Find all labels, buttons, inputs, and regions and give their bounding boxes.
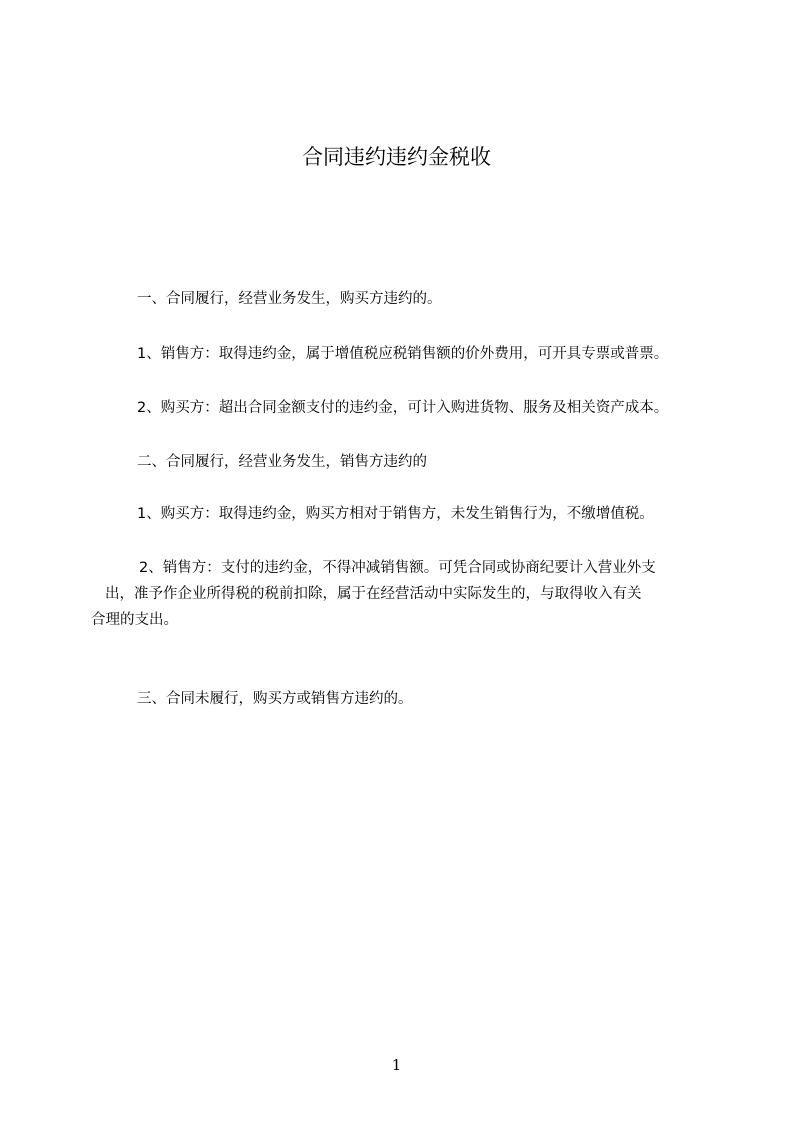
section-two-item-2-line-2: 出，准予作企业所得税的税前扣除，属于在经营活动中实际发生的，与取得收入有关 — [105, 586, 642, 602]
section-one-item-2: 2、购买方：超出合同金额支付的违约金，可计入购进货物、服务及相关资产成本。 — [137, 400, 669, 416]
section-two-item-2-line-3: 合理的支出。 — [91, 612, 178, 628]
section-one-heading: 一、合同履行，经营业务发生，购买方违约的。 — [137, 291, 442, 307]
section-two-item-2 — [91, 555, 656, 633]
page-number: 1 — [391, 1056, 402, 1074]
section-three-heading: 三、合同未履行，购买方或销售方违约的。 — [137, 691, 413, 707]
section-two-heading: 二、合同履行，经营业务发生，销售方违约的 — [137, 454, 427, 470]
document-title: 合同违约违约金税收 — [302, 145, 491, 169]
section-two-item-2-line-1: 2、销售方：支付的违约金，不得冲减销售额。可凭合同或协商纪要计入营业外支 — [139, 560, 656, 576]
section-two-item-1: 1、购买方：取得违约金，购买方相对于销售方，未发生销售行为，不缴增值税。 — [137, 506, 654, 522]
section-one-item-1: 1、销售方：取得违约金，属于增值税应税销售额的价外费用，可开具专票或普票。 — [137, 346, 669, 362]
